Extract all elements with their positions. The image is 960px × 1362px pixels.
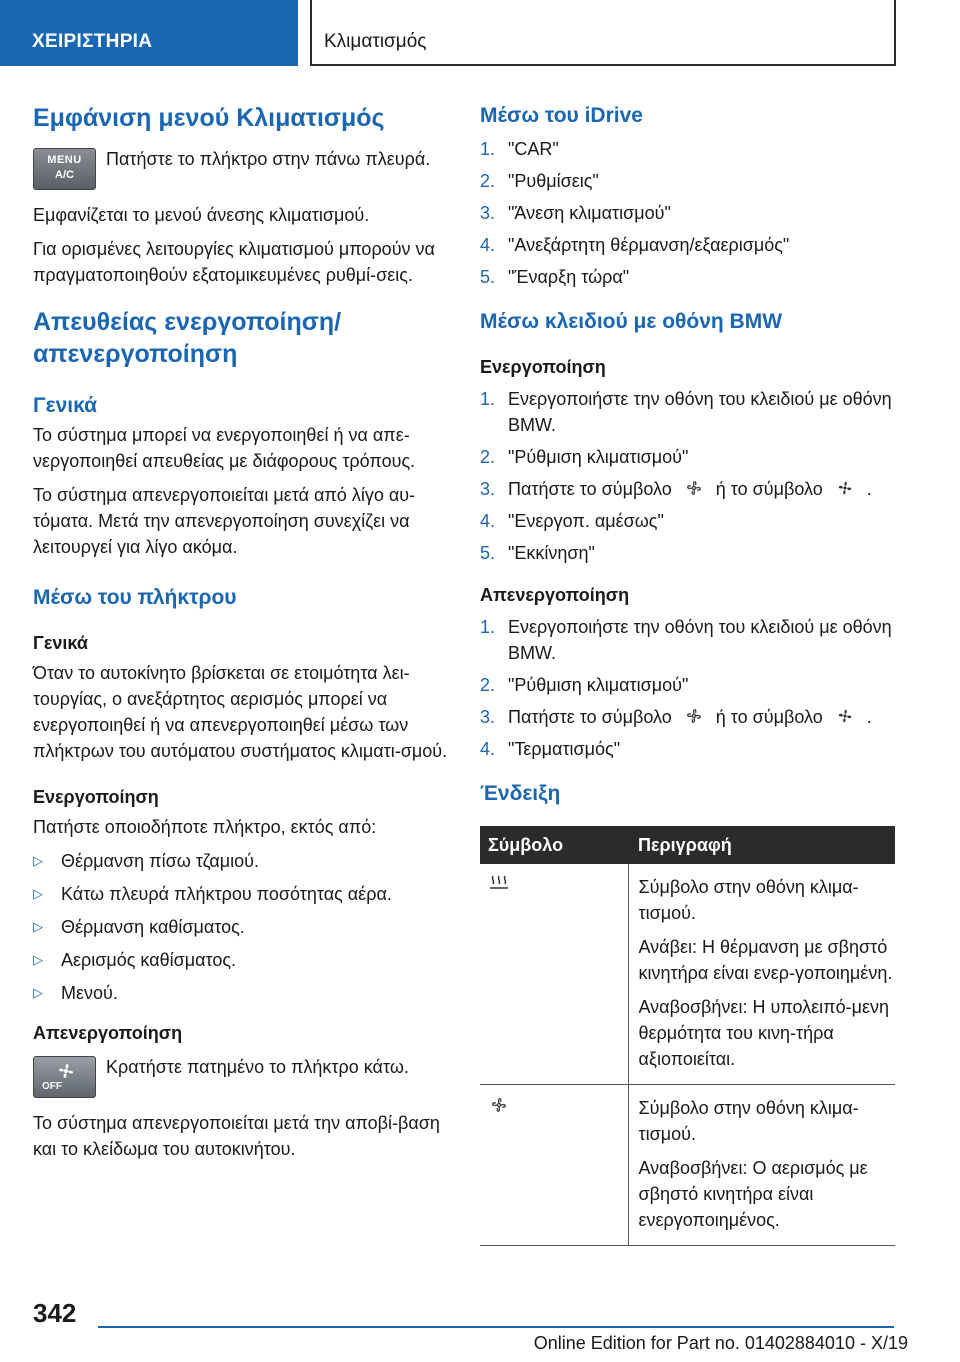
list-item: 5. "Εκκίνηση" xyxy=(480,543,595,563)
paragraph: Πατήστε οποιοδήποτε πλήκτρο, εκτός από: xyxy=(33,817,377,837)
activation-steps xyxy=(480,386,895,566)
table-cell-text: Αναβοσβήνει: Ο αερισμός με σβηστό κινητήρα είναι ενεργοποιημένος. xyxy=(638,1158,868,1230)
table-cell-text: Σύμβολο στην οθόνη κλιμα-τισμού. xyxy=(638,877,859,923)
triangle-bullet-icon: ▷ xyxy=(33,919,43,934)
fan-heating-symbol-icon xyxy=(834,706,856,726)
menu-key-label: MENU xyxy=(47,154,82,166)
left-column xyxy=(33,96,453,1162)
off-key-text: Κρατήστε πατημένο το πλήκτρο κάτω. xyxy=(106,1057,409,1077)
deactivation-steps xyxy=(480,614,895,762)
footer-divider xyxy=(98,1326,894,1328)
exception-list xyxy=(33,848,453,1006)
table-row xyxy=(480,864,895,1085)
chapter-tab: ΧΕΙΡΙΣΤΗΡΙΑ xyxy=(0,0,298,66)
triangle-bullet-icon: ▷ xyxy=(33,985,43,1000)
subheading-deactivation: Απενεργοποίηση xyxy=(480,585,630,605)
list-item: 4. "Ενεργοπ. αμέσως" xyxy=(480,511,664,531)
list-item: ▷ Θέρμανση καθίσματος. xyxy=(33,914,453,940)
ac-key-label: A/C xyxy=(55,169,74,181)
triangle-bullet-icon: ▷ xyxy=(33,853,43,868)
column-header-description: Περιγραφή xyxy=(628,826,895,864)
fan-heating-symbol-icon xyxy=(834,478,856,498)
list-item: ▷ Αερισμός καθίσματος. xyxy=(33,947,453,973)
fan-symbol-icon xyxy=(683,478,705,498)
fan-off-key-icon xyxy=(33,1056,96,1098)
table-cell-text: Αναβοσβήνει: Η υπολειπό-μενη θερμότητα του κινη-τήρα αξιοποιείται. xyxy=(638,997,889,1069)
edition-note: Online Edition for Part no. 01402884010 - X/19 xyxy=(533,1333,908,1353)
list-item: 2. "Ρυθμίσεις" xyxy=(480,171,599,191)
heading-via-idrive: Μέσω του iDrive xyxy=(480,104,643,127)
list-item: ▷ Μενού. xyxy=(33,980,453,1006)
heading-menu-display: Εμφάνιση μενού Κλιματισμός xyxy=(33,104,385,132)
idrive-steps xyxy=(480,136,895,290)
subheading-activation: Ενεργοποίηση xyxy=(480,357,606,377)
page-number: 342 xyxy=(33,1298,77,1328)
menu-key-text: Πατήστε το πλήκτρο στην πάνω πλευρά. xyxy=(106,149,431,169)
heading-direct-activation: Απευθείας ενεργοποίηση/ απενεργοποίηση xyxy=(33,308,342,368)
paragraph: Το σύστημα απενεργοποιείται μετά από λίγο αυ-τόματα. Μετά την απενεργοποίηση συνεχίζει να λειτουργεί για λίγο ακόμα. xyxy=(33,485,416,557)
paragraph: Όταν το αυτοκίνητο βρίσκεται σε ετοιμότητα λει-τουργίας, ο ανεξάρτητος αερισμός μπορεί να ενεργοποιηθεί ή να απενεργοποιηθεί μέσω των πλήκτρων του αυτόματου συστήματος κλιματι-σμού. xyxy=(33,663,448,761)
list-item: 3. Πατήστε το σύμβολο ή το σύμβολο . xyxy=(480,479,872,499)
paragraph: Το σύστημα μπορεί να ενεργοποιηθεί ή να απε-νεργοποιηθεί απευθείας με διάφορους τρόπους. xyxy=(33,425,416,471)
menu-ac-key-icon xyxy=(33,148,96,190)
list-item: ▷ Θέρμανση πίσω τζαμιού. xyxy=(33,848,453,874)
heating-icon xyxy=(488,874,510,894)
heading-general: Γενικά xyxy=(33,394,98,417)
paragraph: Εμφανίζεται το μενού άνεσης κλιματισμού. xyxy=(33,205,370,225)
section-title: Κλιματισμός xyxy=(324,31,427,52)
triangle-bullet-icon: ▷ xyxy=(33,952,43,967)
subheading-deactivation: Απενεργοποίηση xyxy=(33,1023,183,1043)
table-cell-text: Σύμβολο στην οθόνη κλιμα-τισμού. xyxy=(638,1098,859,1144)
table-header-row xyxy=(480,826,895,864)
off-key-row xyxy=(33,1056,453,1098)
subheading-activation: Ενεργοποίηση xyxy=(33,787,159,807)
table-cell-text: Ανάβει: Η θέρμανση με σβηστό κινητήρα είναι ενερ-γοποιημένη. xyxy=(638,937,893,983)
off-key-label: OFF xyxy=(42,1081,62,1092)
right-column xyxy=(480,96,895,1246)
list-item: 3. "Άνεση κλιματισμού" xyxy=(480,203,671,223)
column-header-symbol: Σύμβολο xyxy=(480,826,628,864)
heading-via-key: Μέσω του πλήκτρου xyxy=(33,586,237,609)
page-header xyxy=(0,0,960,66)
list-item: 2. "Ρύθμιση κλιματισμού" xyxy=(480,447,689,467)
list-item: 1. Ενεργοποιήστε την οθόνη του κλειδιού με οθόνη BMW. xyxy=(480,617,892,663)
paragraph: Για ορισμένες λειτουργίες κλιματισμού μπορούν να πραγματοποιηθούν εξατομικευμένες ρυθμί-σεις. xyxy=(33,239,435,285)
table-row xyxy=(480,1085,895,1246)
list-item: 2. "Ρύθμιση κλιματισμού" xyxy=(480,675,689,695)
heading-via-display-key: Μέσω κλειδιού με οθόνη BMW xyxy=(480,310,783,333)
triangle-bullet-icon: ▷ xyxy=(33,886,43,901)
fan-icon xyxy=(56,1061,76,1081)
list-item: 3. Πατήστε το σύμβολο ή το σύμβολο . xyxy=(480,707,872,727)
list-item: 1. "CAR" xyxy=(480,139,559,159)
paragraph: Το σύστημα απενεργοποιείται μετά την αποβί-βαση και το κλείδωμα του αυτοκινήτου. xyxy=(33,1113,440,1159)
list-item: 5. "Έναρξη τώρα" xyxy=(480,267,630,287)
list-item: 4. "Τερματισμός" xyxy=(480,739,621,759)
ventilation-fan-icon xyxy=(488,1095,510,1115)
menu-key-row xyxy=(33,148,453,190)
list-item: 4. "Ανεξάρτητη θέρμανση/εξαερισμός" xyxy=(480,235,790,255)
subheading-general: Γενικά xyxy=(33,633,88,653)
list-item: 1. Ενεργοποιήστε την οθόνη του κλειδιού με οθόνη BMW. xyxy=(480,389,892,435)
symbol-table xyxy=(480,826,895,1246)
heading-indicator: Ένδειξη xyxy=(480,782,561,805)
fan-symbol-icon xyxy=(683,706,705,726)
list-item: ▷ Κάτω πλευρά πλήκτρου ποσότητας αέρα. xyxy=(33,881,453,907)
